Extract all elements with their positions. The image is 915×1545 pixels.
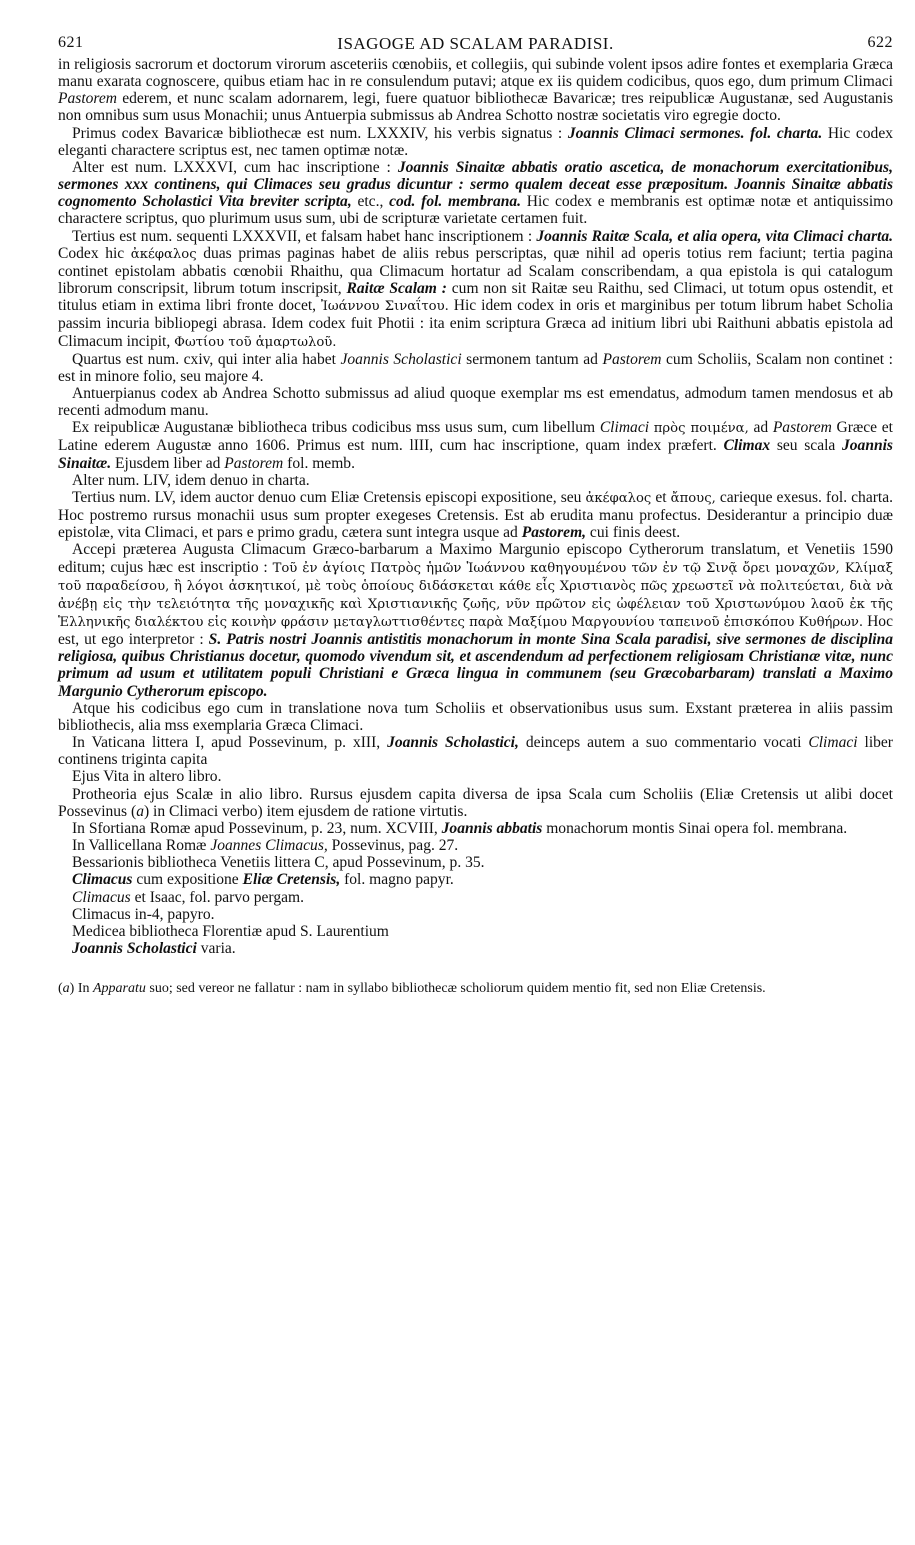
text-run: Alter num. LIV, idem denuo in charta. <box>72 471 310 489</box>
text-run: fol. magno papyr. <box>340 871 454 889</box>
paragraph <box>58 768 893 785</box>
text-run: cum Scholiis, Scalam non continet : est in minore folio, seu majore 4. <box>58 350 893 385</box>
text-run: fol. memb. <box>283 454 355 472</box>
text-run: ederem, et nunc scalam adornarem, legi, fuere quatuor bibliothecæ Bavaricæ; tres reipublicæ Augustanæ, sed Augustanis non omnibus sum usus Monachii; unus Antuerpia submissus ab Andrea Schotto nostræ societatis viro egregie docto. <box>58 90 893 125</box>
italic-text-run: Eliæ Cretensis, <box>242 871 341 889</box>
italic-text-run: Joannis Scholastici <box>340 350 462 368</box>
paragraph <box>58 56 893 125</box>
italic-text-run: Joannis Raitæ Scala, et alia opera, vita Climaci charta. <box>536 227 893 245</box>
page-number-right: 622 <box>867 34 893 51</box>
text-run: Codex hic <box>58 244 131 262</box>
page-header <box>58 26 893 56</box>
paragraph <box>58 351 893 385</box>
paragraph <box>58 734 893 768</box>
paragraph <box>58 489 893 541</box>
italic-text-run: Joannis Sinaitæ. <box>58 437 893 472</box>
text-run: Ejus Vita in altero libro. <box>72 768 222 786</box>
text-run: deinceps autem a suo commentario vocati <box>518 734 809 752</box>
text-run: Hic codex e membranis est optimæ notæ et antiquissimo charactere scriptus, quo plurimum usus sum, ubi de scripturæ varietate certamen fuit. <box>58 193 894 228</box>
text-run: Quartus est num. cxiv, qui inter alia habet <box>72 350 341 368</box>
paragraph <box>58 419 893 471</box>
text-run: carieque exesus. fol. charta. Hoc postremo rursus monachii usus sum propter exegeses Cretensis. Est ab erudita manu profectus. Desiderantur a principio duæ epistolæ, vita Climaci, et pars e primo gradu, cætera sunt integra usque ad <box>58 488 894 542</box>
text-run: Primus codex Bavaricæ bibliothecæ est num. LXXXIV, his verbis signatus : <box>72 124 568 142</box>
paragraph <box>58 385 893 419</box>
italic-text-run: Joannis Scholastici, <box>387 734 519 752</box>
italic-text-run: Pastorem <box>772 419 832 437</box>
italic-text-run: Climacus <box>72 888 131 906</box>
italic-text-run: Joannis Climaci sermones. fol. charta. <box>567 124 823 142</box>
italic-text-run: Joannes Climacus, <box>210 837 328 855</box>
paragraph <box>58 472 893 489</box>
italic-text-run: Joannis abbatis <box>441 819 543 837</box>
italic-text-run: Climaci <box>808 734 858 752</box>
text-run: ) in Climaci verbo) item ejusdem de ratione virtutis. <box>143 802 468 820</box>
paragraph <box>58 906 893 923</box>
text-run: cum non sit Raitæ seu Raithu, sed Climaci, ut totum opus ostendit, et titulus etiam in extima libri fronte docet, <box>58 280 894 315</box>
italic-text-run: Joannis Sinaitæ abbatis oratio ascetica, de monachorum exercitationibus, sermones xxx continens, qui Climaces seu gradus dicuntur : sermo qualem deceat esse præpositum. Joannis Sinaitæ abbatis cognomento Scholastici Vita breviter scripta, <box>58 158 893 211</box>
text-run: cui finis deest. <box>586 524 681 542</box>
text-run: Græce et Latine ederem Augustæ anno 1606. Primus est num. lIII, cum hac inscriptione, quam index præfert. <box>58 419 893 455</box>
text-run: cum expositione <box>132 871 243 889</box>
paragraph <box>58 786 893 820</box>
text-run: Bessarionis bibliotheca Venetiis littera C, apud Possevinum, p. 35. <box>72 854 485 872</box>
italic-text-run: Climacus <box>72 871 133 889</box>
text-run: In Vaticana littera I, apud Possevinum, p. xIII, <box>72 734 388 752</box>
paragraph <box>58 541 893 699</box>
paragraph <box>58 159 893 228</box>
paragraph <box>58 700 893 734</box>
text-run: Antuerpianus codex ab Andrea Schotto submissus ad aliud quoque exemplar ms est emendatus, admodum tamen mendosus et ab recenti admodum manu. <box>58 384 893 420</box>
page-number-left: 621 <box>58 34 84 51</box>
text-run: monachorum montis Sinai opera fol. membrana. <box>542 819 848 837</box>
italic-text-run: Pastorem <box>602 350 662 368</box>
italic-text-run: Apparatu <box>93 981 146 997</box>
greek-text-run: πρὸς ποιμένα, <box>653 421 749 437</box>
greek-text-run: ἀκέφαλος <box>585 490 652 506</box>
text-run: Ejusdem liber ad <box>111 454 225 472</box>
italic-text-run: Climaci <box>599 419 650 437</box>
text-run: liber continens triginta capita <box>58 734 893 769</box>
text-run: in religiosis sacrorum et doctorum virorum asceteriis cœnobiis, et collegiis, qui subinde volent ipsos adire fontes et exemplaria Græca manu exarata cognoscere, quibus etiam hac in re consulendum putavi; atque ex iis quidem codicibus, quos ego, dum primum Climaci <box>58 56 893 91</box>
italic-text-run: S. Patris nostri Joannis antistitis monachorum in monte Sina Scala paradisi, sive sermones de disciplina religiosa, quibus Christianus docetur, quomodo vivendum sit, et ascendendum ad perfectionem religiosam Christianæ vitæ, nunc primum ad usum et utilitatem populi Christiani e Græca lingua in communem (seu Græcobarbaram) translati a Maximo Margunio Cytherorum episcopo. <box>58 631 894 700</box>
text-run: Tertius num. LV, idem auctor denuo cum Eliæ Cretensis episcopi expositione, seu <box>72 488 586 506</box>
greek-text-run: ἀκέφαλος <box>130 246 197 262</box>
footnote <box>58 981 893 997</box>
text-run: ad <box>748 419 773 437</box>
paragraph <box>58 889 893 906</box>
paragraph <box>58 228 893 351</box>
italic-text-run: Pastorem <box>224 454 284 472</box>
paragraph <box>58 940 893 957</box>
text-run: Climacus in-4, papyro. <box>72 905 215 923</box>
text-run: Alter est num. LXXXVI, cum hac inscriptione : <box>72 158 398 176</box>
paragraph <box>58 854 893 871</box>
italic-text-run: Raitæ Scalam : <box>346 280 447 298</box>
text-run: varia. <box>196 939 236 957</box>
body-text <box>58 56 893 957</box>
text-run: Hoc est, ut ego interpretor : <box>58 613 893 649</box>
text-run: Hic codex eleganti charactere scriptus est, nec tamen optimæ notæ. <box>58 124 894 159</box>
italic-text-run: Climax <box>723 437 771 455</box>
text-run: In Vallicellana Romæ <box>72 837 211 855</box>
text-run: Hic idem codex in oris et marginibus per totum librum habet Scholia passim incuria bibliopegi abrasa. Idem codex fuit Photii : ita enim scriptura Græca ad initium libri ubi Raithuni abbatis epistola ad Climacum incipit, <box>58 297 893 350</box>
greek-text-run: Τοῦ ἐν ἁγίοις Πατρὸς ἡμῶν Ἰωάννου καθηγουμένου τῶν ἐν τῷ Σινᾷ ὄρει μοναχῶν, Κλίμαξ τοῦ παραδείσου, ἢ λόγοι ἀσκητικοί, μὲ τοὺς ὁποίους διδάσκεται κάθε εἷς Χριστιανὸς πῶς χρεωστεῖ νὰ πολιτεύεται, διὰ νὰ ἀνέβῃ εἰς τὴν τελειότητα τῆς μοναχικῆς καὶ Χριστιανικῆς ζωῆς, νῦν πρῶτον εἰς ὠφέλειαν τοῦ Χριστωνύμου λαοῦ ἐκ τῆς Ἑλληνικῆς διαλέκτου εἰς κοινὴν φράσιν μεταγλωττισθέντες παρὰ Μαξίμου Μαργουνίου ταπεινοῦ ἐπισκόπου Κυθήρων. <box>58 560 893 630</box>
italic-text-run: a <box>136 802 144 820</box>
paragraph <box>58 871 893 888</box>
italic-text-run: Pastorem, <box>521 524 587 542</box>
text-run: In Sfortiana Romæ apud Possevinum, p. 23, num. XCVIII, <box>72 819 442 837</box>
italic-text-run: cod. fol. membrana. <box>389 193 522 211</box>
paragraph <box>58 125 893 159</box>
italic-text-run: a <box>62 981 70 997</box>
text-run: duas primas paginas habet de aliis rebus perscriptas, quæ nihil ad operis totius rem faciunt; tertia pagina continet epistolam abbatis cœnobii Rhaithu, qua Climacum hortatur ad Scalam conscribendam, a qua epistola is qui catalogum librorum conscripsit, librum totum inscripsit, <box>58 244 893 298</box>
text-run: et Isaac, fol. parvo pergam. <box>130 888 304 906</box>
text-run: sermonem tantum ad <box>461 350 603 368</box>
greek-text-run: Ἰωάννου Σιναΐτου. <box>321 299 449 315</box>
text-run: Atque his codicibus ego cum in translatione nova tum Scholiis et observationibus usus sum. Exstant præterea in aliis passim bibliothecis, alia mss exemplaria Græca Climaci. <box>58 699 893 734</box>
text-run: Tertius est num. sequenti LXXXVII, et falsam habet hanc inscriptionem : <box>72 227 537 245</box>
greek-text-run: ἄπους, <box>670 490 716 506</box>
paragraph <box>58 820 893 837</box>
text-run: Protheoria ejus Scalæ in alio libro. Rursus ejusdem capita diversa de ipsa Scala cum Scholiis (Eliæ Cretensis ut alibi docet Possevinus ( <box>58 785 893 820</box>
paragraph <box>58 923 893 940</box>
text-run: Ex reipublicæ Augustanæ bibliotheca tribus codicibus mss usus sum, cum libellum <box>72 419 600 437</box>
text-run: ( <box>58 981 63 997</box>
text-run: suo; sed vereor ne fallatur : nam in syllabo bibliothecæ scholiorum quidem mentio fit, sed non Eliæ Cretensis. <box>145 981 766 997</box>
paragraph <box>58 837 893 854</box>
running-title: ISAGOGE AD SCALAM PARADISI. <box>337 34 614 53</box>
text-run: etc., <box>351 193 390 211</box>
text-run: ) In <box>69 981 93 997</box>
text-run: seu scala <box>770 437 842 455</box>
text-run: Medicea bibliotheca Florentiæ apud S. Laurentium <box>72 922 389 940</box>
text-run: Accepi præterea Augusta Climacum Græco-barbarum a Maximo Margunio episcopo Cytherorum translatum, et Venetiis 1590 editum; cujus hæc est inscriptio : <box>58 541 893 576</box>
italic-text-run: Pastorem <box>58 90 118 108</box>
text-run: et <box>651 488 671 506</box>
text-run: Possevinus, pag. 27. <box>327 837 459 855</box>
greek-text-run: Φωτίου τοῦ ἁμαρτωλοῦ. <box>174 334 337 350</box>
italic-text-run: Joannis Scholastici <box>72 939 197 957</box>
